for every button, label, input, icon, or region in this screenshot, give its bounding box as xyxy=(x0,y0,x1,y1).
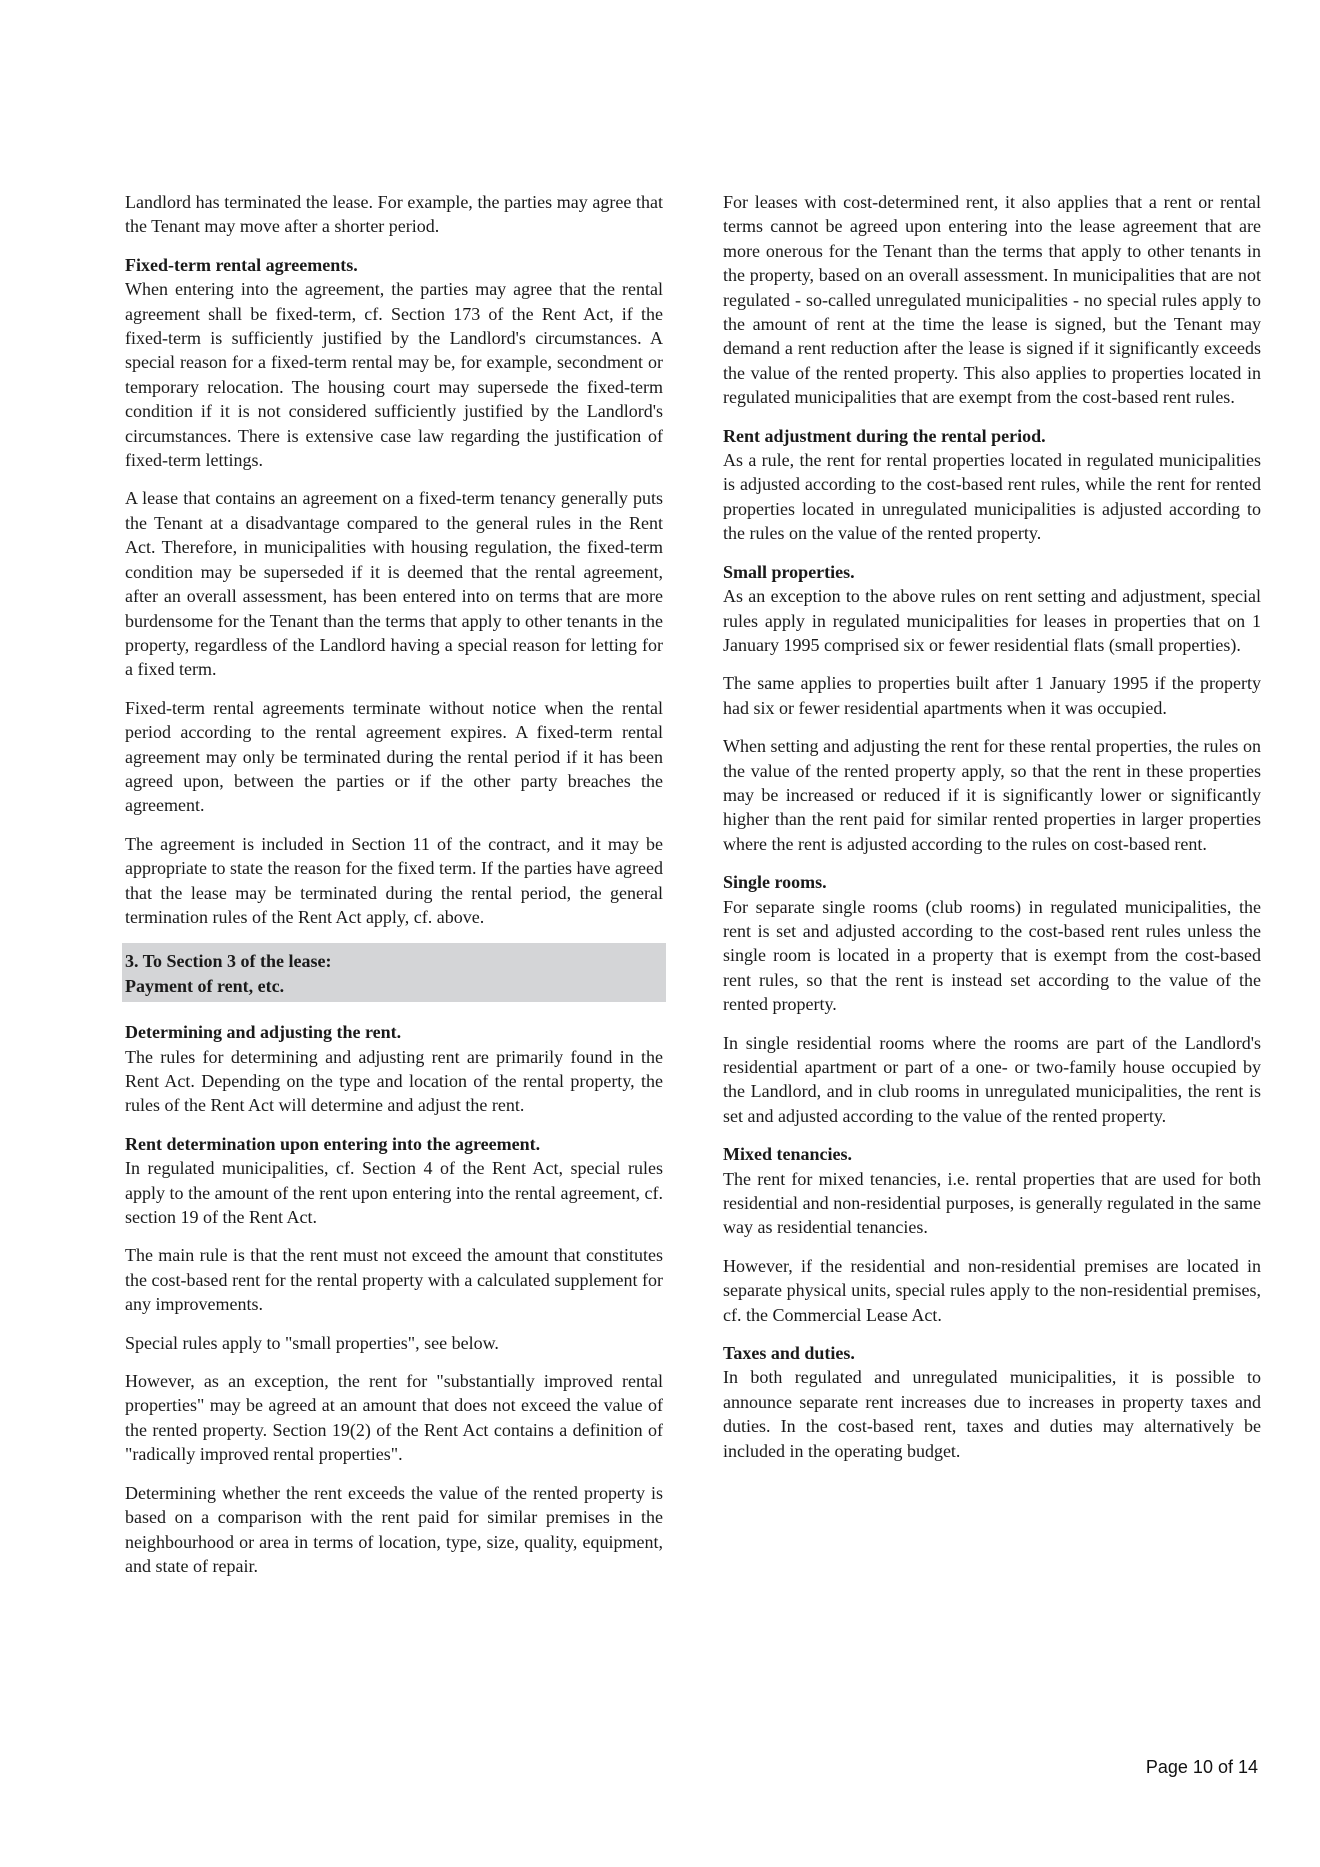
paragraph-same-applies: The same applies to properties built after 1 January 1995 if the property had six or fewer residential apartments when it was occupied. xyxy=(723,673,1261,718)
section-determining xyxy=(125,1020,663,1118)
paragraph-main-rule: The main rule is that the rent must not exceed the amount that constitutes the cost-based rent for the rental property with a calculated supplement for any improvements. xyxy=(125,1245,663,1315)
paragraph-however-premises: However, if the residential and non-residential premises are located in separate physical units, special rules apply to the non-residential premises, cf. the Commercial Lease Act. xyxy=(723,1255,1261,1325)
paragraph-taxes-duties: In both regulated and unregulated municipalities, it is possible to announce separate rent increases due to increases in property taxes and duties. In the cost-based rent, taxes and duties may alternatively be included in the operating budget. xyxy=(723,1367,1261,1461)
paragraph-determining-value: Determining whether the rent exceeds the value of the rented property is based on a comparison with the rent paid for similar premises in the neighbourhood or area in terms of location, type, size, quality, equipment, and state of repair. xyxy=(125,1482,663,1576)
paragraph-single-residential: In single residential rooms where the rooms are part of the Landlord's residential apartment or part of a one- or two-family house occupied by the Landlord, and in club rooms in unregulated municipalities, the rent is set and adjusted according to the value of the rented property. xyxy=(723,1032,1261,1126)
page-number: Page 10 of 14 xyxy=(1145,1757,1258,1777)
section-mixed-tenancies xyxy=(723,1142,1261,1240)
paragraph-mixed-tenancies: The rent for mixed tenancies, i.e. rental properties that are used for both residential and non-residential purposes, is generally regulated in the same way as residential tenancies. xyxy=(723,1168,1261,1238)
heading-taxes-duties: Taxes and duties. xyxy=(723,1343,855,1364)
section-header-title: 3. To Section 3 of the lease: xyxy=(125,951,332,972)
paragraph-special-rules: Special rules apply to "small properties", see below. xyxy=(125,1332,499,1353)
heading-mixed-tenancies: Mixed tenancies. xyxy=(723,1144,852,1165)
paragraph-setting-adjusting: When setting and adjusting the rent for these rental properties, the rules on the value of the rented property apply, so that the rent in these properties may be increased or reduced if it is significantly lower or significantly higher than the rent paid for similar rented properties in larger properties where the rent is adjusted according to the rules on cost-based rent. xyxy=(723,736,1261,854)
paragraph-terminate: Fixed-term rental agreements terminate without notice when the rental period according to the rental agreement expires. A fixed-term rental agreement may only be terminated during the rental period if it has been agreed upon, between the parties or if the other party breaches the agreement. xyxy=(125,697,663,816)
section-fixed-term xyxy=(125,253,663,473)
paragraph-determining: The rules for determining and adjusting rent are primarily found in the Rent Act. Depending on the type and location of the rental property, the rules of the Rent Act will determine and adjust the rent. xyxy=(125,1046,663,1116)
paragraph-disadvantage: A lease that contains an agreement on a fixed-term tenancy generally puts the Tenant at a disadvantage compared to the general rules in the Rent Act. Therefore, in municipalities with housing regulation, the fixed-term condition may be superseded if it is deemed that the rental agreement, after an overall assessment, has been entered into on terms that are more burdensome for the Tenant than the terms that apply to other tenants in the property, regardless of the Landlord having a special reason for letting for a fixed term. xyxy=(125,488,663,680)
paragraph-fixed-term: When entering into the agreement, the parties may agree that the rental agreement shall be fixed-term, cf. Section 173 of the Rent Act, if the fixed-term is sufficiently justified by the Landlord's circumstances. A special reason for a fixed-term rental may be, for example, secondment or temporary relocation. The housing court may supersede the fixed-term condition if it is not considered sufficiently justified by the Landlord's circumstances. There is extensive case law regarding the justification of fixed-term lettings. xyxy=(125,279,663,471)
heading-single-rooms: Single rooms. xyxy=(723,872,827,893)
section-header-subtitle: Payment of rent, etc. xyxy=(125,975,285,996)
paragraph-small-properties: As an exception to the above rules on rent setting and adjustment, special rules apply in regulated municipalities for leases in properties that on 1 January 1995 comprised six or fewer residential flats (small properties). xyxy=(723,586,1261,655)
paragraph-rent-determination: In regulated municipalities, cf. Section 4 of the Rent Act, special rules apply to the amount of the rent upon entering into the rental agreement, cf. section 19 of the Rent Act. xyxy=(125,1158,663,1228)
heading-rent-adjustment: Rent adjustment during the rental period. xyxy=(723,425,1046,446)
heading-fixed-term: Fixed-term rental agreements. xyxy=(125,254,358,275)
section-header-box xyxy=(122,943,666,1002)
paragraph-section-11: The agreement is included in Section 11 of the contract, and it may be appropriate to state the reason for the fixed term. If the parties have agreed that the lease may be terminated during the rental period, the general termination rules of the Rent Act apply, cf. above. xyxy=(125,833,663,927)
heading-small-properties: Small properties. xyxy=(723,561,855,582)
section-small-properties xyxy=(723,560,1261,658)
heading-rent-determination: Rent determination upon entering into the agreement. xyxy=(125,1133,541,1154)
left-column xyxy=(125,190,663,1592)
section-rent-determination xyxy=(125,1132,663,1230)
paragraph-single-rooms: For separate single rooms (club rooms) in regulated municipalities, the rent is set and adjusted according to the cost-based rent rules unless the single room is located in a property that is exempt from the cost-based rent rules, so that the rent is instead set according to the value of the rented property. xyxy=(723,896,1261,1015)
section-rent-adjustment xyxy=(723,424,1261,546)
section-single-rooms xyxy=(723,870,1261,1016)
section-taxes-duties xyxy=(723,1341,1261,1463)
paragraph-exception: However, as an exception, the rent for "substantially improved rental properties" may be agreed at an amount that does not exceed the value of the rented property. Section 19(2) of the Rent Act contains a definition of "radically improved rental properties". xyxy=(125,1371,663,1465)
paragraph-cost-determined: For leases with cost-determined rent, it also applies that a rent or rental terms cannot be agreed upon entering into the lease agreement that are more onerous for the Tenant than the terms that apply to other tenants in the property, based on an overall assessment. In municipalities that are not regulated - so-called unregulated municipalities - no special rules apply to the amount of rent at the time the lease is signed, but the Tenant may demand a rent reduction after the lease is signed if it significantly exceeds the value of the rented property. This also applies to properties located in regulated municipalities that are exempt from the cost-based rent rules. xyxy=(723,192,1261,408)
paragraph-rent-adjustment: As a rule, the rent for rental properties located in regulated municipalities is adjusted according to the cost-based rent rules, while the rent for rented properties located in unregulated municipalities is adjusted according to the rules on the value of the rented property. xyxy=(723,450,1261,544)
paragraph-intro: Landlord has terminated the lease. For example, the parties may agree that the Tenant may move after a shorter period. xyxy=(125,192,663,237)
right-column xyxy=(723,190,1261,1477)
heading-determining: Determining and adjusting the rent. xyxy=(125,1022,402,1043)
